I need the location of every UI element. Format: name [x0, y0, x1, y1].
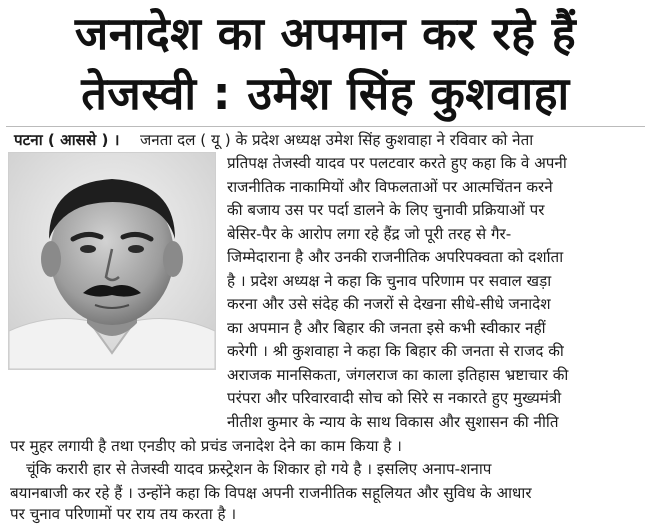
article-line-1: जनता दल ( यू ) के प्रदेश अध्यक्ष उमेश सिंह कुशवाहा ने रविवार को नेता	[140, 131, 534, 149]
article-line-15: चूंकि करारी हार से तेजस्वी यादव फ्रस्ट्रेशन के शिकार हो गये है । इसलिए अनाप-शनाप	[26, 460, 492, 478]
article-line-3: राजनीतिक नाकामियों और विफलताओं पर आत्मचिंतन करने	[227, 178, 553, 196]
article-line-11: अराजक मानसिकता, जंगलराज का काला इतिहास भ्रष्टाचार की	[227, 366, 569, 384]
portrait-illustration	[9, 153, 215, 369]
headline-line-2: तेजस्वी : उमेश सिंह कुशवाहा	[81, 67, 570, 120]
article-line-10: करेगी । श्री कुशवाहा ने कहा कि बिहार की जनता से राजद की	[227, 342, 564, 360]
article-line-14: पर मुहर लगायी है तथा एनडीए को प्रचंड जनादेश देने का काम किया है ।	[10, 437, 402, 455]
headline-line-1: जनादेश का अपमान कर रहे हैं	[74, 7, 577, 60]
article-line-6: जिम्मेदाराना है और उनकी राजनीतिक अपरिपक्वता को दर्शाता	[227, 248, 564, 266]
portrait-photo	[8, 152, 216, 370]
article-line-13: नीतीश कुमार के न्याय के साथ विकास और सुशासन की नीति	[227, 413, 559, 431]
headline-divider	[6, 126, 645, 127]
article-line-12: परंपरा और परिवारवादी सोच को सिरे स नकारते हुए मुख्यमंत्री	[227, 389, 562, 407]
article-line-9: का अपमान है और बिहार की जनता इसे कभी स्वीकार नहीं	[227, 319, 546, 337]
article-line-4: की बजाय उस पर पर्दा डालने के लिए चुनावी प्रक्रियाओं पर	[227, 201, 545, 219]
article-line-2: प्रतिपक्ष तेजस्वी यादव पर पलटवार करते हुए कहा कि वे अपनी	[227, 154, 567, 172]
article-line-5: बेसिर-पैर के आरोप लगा रहे हैंद्र जो पूरी तरह से गैर-	[227, 225, 512, 243]
article-line-8: करना और उसे संदेह की नजरों से देखना सीधे-सीधे जनादेश	[227, 295, 551, 313]
article-line-7: है । प्रदेश अध्यक्ष ने कहा कि चुनाव परिणाम पर सवाल खड़ा	[227, 272, 552, 290]
article-line-16: बयानबाजी कर रहे हैं । उन्होंने कहा कि विपक्ष अपनी राजनीतिक सहूलियत और सुविध के आधार	[10, 484, 532, 502]
article-dateline: पटना ( आससे ) ।	[14, 131, 120, 149]
article-line-17: पर चुनाव परिणामों पर राय तय करता है ।	[10, 505, 237, 523]
